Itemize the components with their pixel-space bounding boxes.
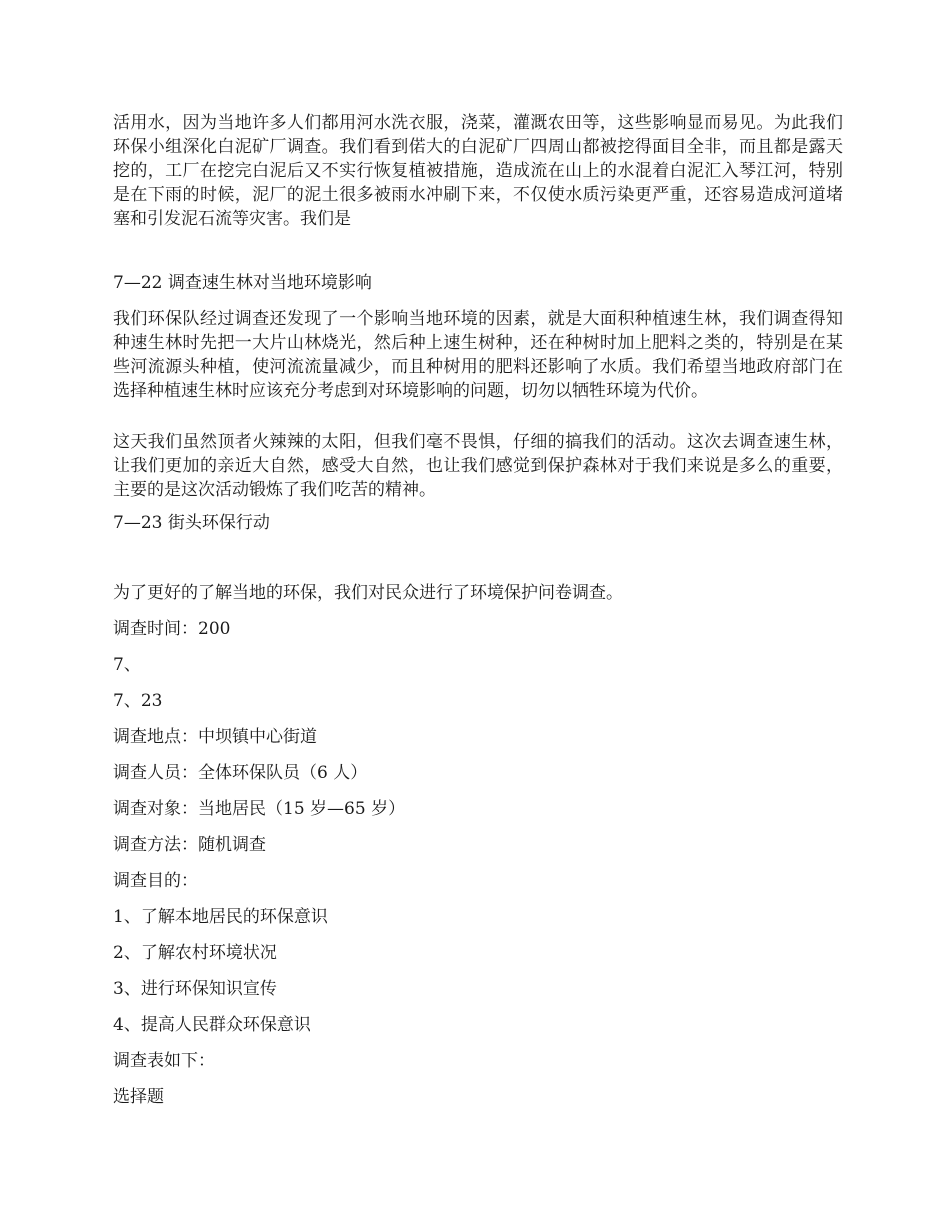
- survey-purpose-item: 2、了解农村环境状况: [113, 943, 277, 963]
- survey-table-label: 调查表如下：: [113, 1051, 215, 1071]
- survey-purpose-item: 1、了解本地居民的环保意识: [113, 907, 328, 927]
- heading-street-action: 7—23 街头环保行动: [113, 513, 270, 533]
- heading-fast-growing-forest: 7—22 调查速生林对当地环境影响: [113, 273, 372, 293]
- survey-purpose-label: 调查目的：: [113, 871, 198, 891]
- survey-time: 调查时间：200: [113, 619, 231, 639]
- survey-place: 调查地点：中坝镇中心街道: [113, 727, 317, 747]
- survey-target: 调查对象：当地居民（15 岁—65 岁）: [113, 799, 406, 819]
- paragraph-white-mud-factory: 活用水，因为当地许多人们都用河水洗衣服，浇菜，灌溉农田等，这些影响显而易见。为此我们环保小组深化白泥矿厂调查。我们看到偌大的白泥矿厂四周山都被挖得面目全非，而且都是露天挖的，工厂在挖完白泥后又不实行恢复植被措施，造成流在山上的水混着白泥汇入琴江河，特别是在下雨的时候，泥厂的泥土很多被雨水冲刷下来，不仅使水质污染更严重，还容易造成河道堵塞和引发泥石流等灾害。我们是: [113, 113, 843, 229]
- paragraph-survey-intro: 为了更好的了解当地的环保，我们对民众进行了环境保护问卷调查。: [113, 583, 623, 603]
- survey-time-line3: 7、23: [113, 691, 163, 711]
- survey-time-line2: 7、: [113, 655, 141, 675]
- paragraph-fast-growing-forest: 我们环保队经过调查还发现了一个影响当地环境的因素，就是大面积种植速生林，我们调查得知种速生林时先把一大片山林烧光，然后种上速生树种，还在种树时加上肥料之类的，特别是在某些河流源头种植，使河流流量减少，而且种树用的肥料还影响了水质。我们希望当地政府部门在选择种植速生林时应该充分考虑到对环境影响的问题，切勿以牺牲环境为代价。: [113, 309, 843, 401]
- survey-purpose-item: 4、提高人民群众环保意识: [113, 1015, 311, 1035]
- survey-purpose-item: 3、进行环保知识宣传: [113, 979, 277, 999]
- survey-people: 调查人员：全体环保队员（6 人）: [113, 763, 368, 783]
- survey-choice-label: 选择题: [113, 1087, 164, 1107]
- paragraph-activity-reflection: 这天我们虽然顶者火辣辣的太阳，但我们毫不畏惧，仔细的搞我们的活动。这次去调查速生林，让我们更加的亲近大自然，感受大自然，也让我们感觉到保护森林对于我们来说是多么的重要，主要的是这次活动锻炼了我们吃苦的精神。: [113, 432, 843, 500]
- survey-method: 调查方法：随机调查: [113, 835, 266, 855]
